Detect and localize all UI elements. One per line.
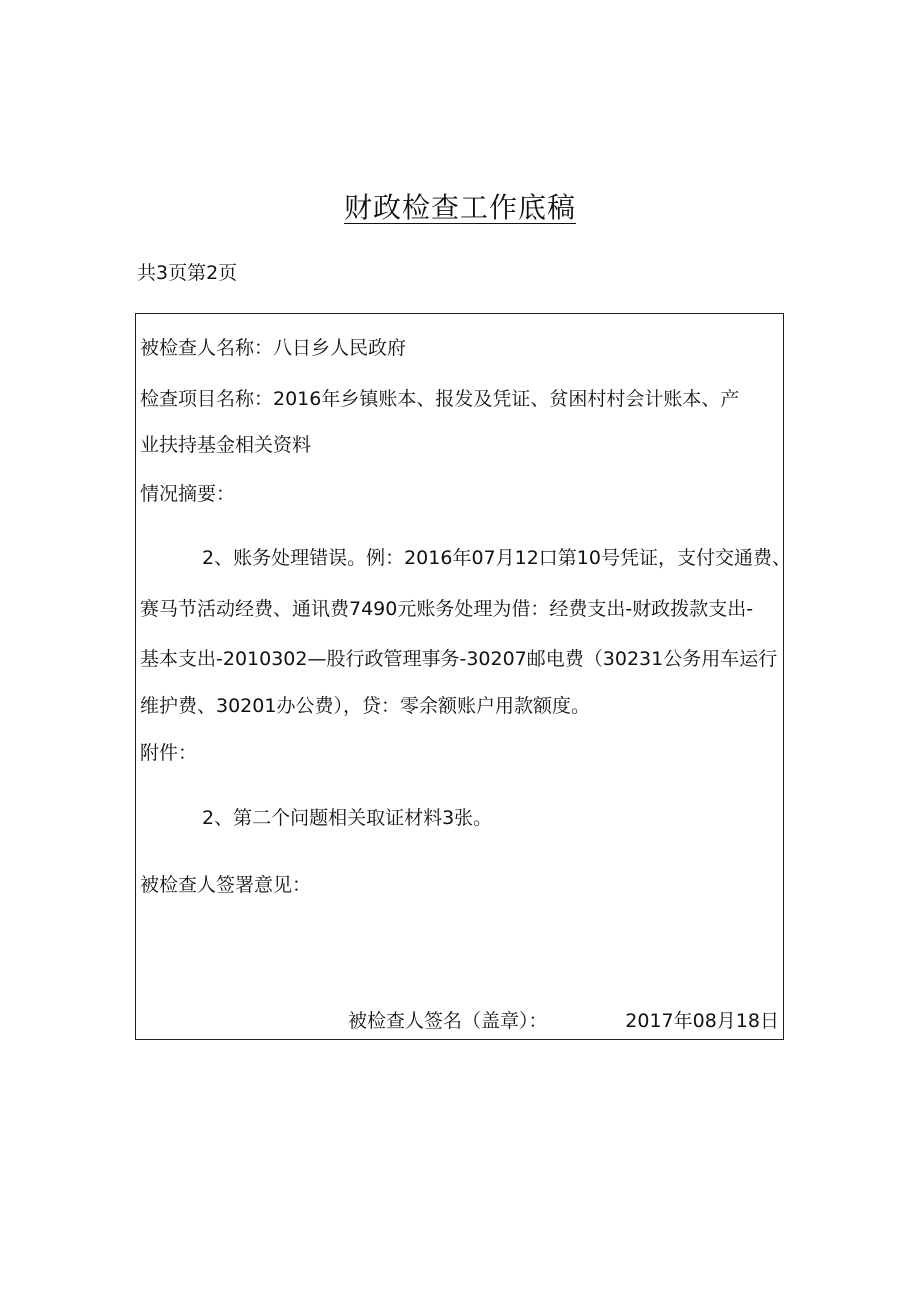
page-counter: 共3页第2页 — [137, 262, 238, 284]
attachment-label: 附件： — [140, 742, 198, 764]
document-title — [0, 188, 920, 228]
worksheet-box — [135, 313, 791, 1040]
opinion-label: 被检查人签署意见： — [140, 874, 312, 896]
project-name-line-1: 检查项目名称：2016年乡镇账本、报发及凭证、贫困村村会计账本、产 — [140, 388, 740, 410]
summary-line: 维护费、30201办公费），贷：零余额账户用款额度。 — [140, 695, 590, 717]
signature-label: 被检查人签名（盖章）： — [348, 1010, 548, 1032]
summary-label: 情况摘要： — [140, 483, 236, 505]
project-name-line-2: 业扶持基金相关资料 — [140, 434, 312, 456]
inspected-party: 被检查人名称：八日乡人民政府 — [140, 337, 407, 359]
attachment-item: 2、第二个问题相关取证材料3张。 — [202, 807, 493, 829]
summary-line: 基本支出-2010302—股行政管理事务-30207邮电费（30231公务用车运行 — [140, 648, 778, 670]
signature-date: 2017年08月18日 — [625, 1010, 779, 1032]
summary-line: 赛马节活动经费、通讯费7490元账务处理为借：经费支出-财政拨款支出- — [140, 598, 754, 620]
summary-line: 2、账务处理错误。例：2016年07月12口第10号凭证，支付交通费、 — [202, 547, 791, 569]
document-title-text: 财政检查工作底稿 — [343, 191, 576, 224]
